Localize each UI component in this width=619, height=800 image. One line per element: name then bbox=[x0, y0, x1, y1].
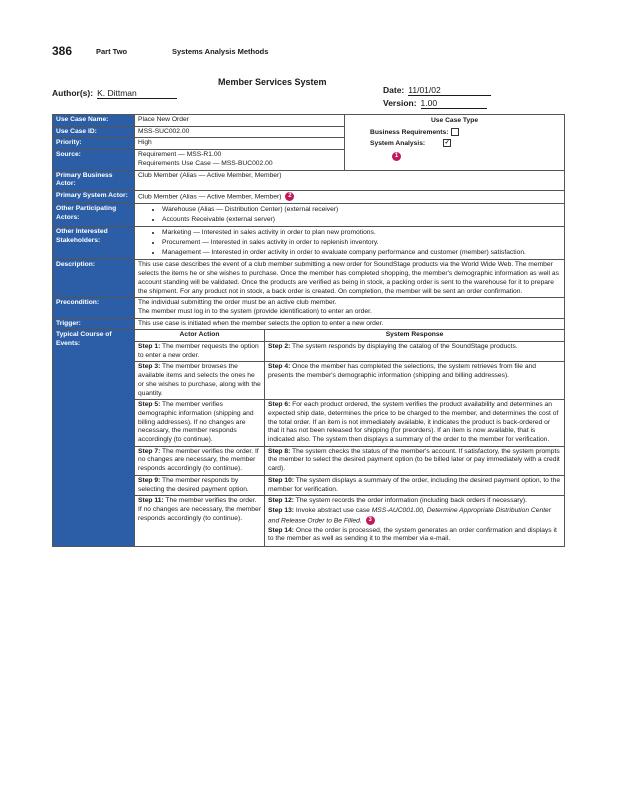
primary-system-actor-value: Club Member (Alias — Active Member, Member) bbox=[138, 193, 282, 201]
callout-marker-2: 2 bbox=[285, 192, 294, 201]
step-label: Step 2: bbox=[268, 343, 291, 351]
business-requirements-label: Business Requirements: bbox=[370, 128, 449, 136]
callout-marker-1: 1 bbox=[392, 152, 401, 161]
step-label: Step 11: bbox=[138, 497, 164, 505]
callout-marker-3: 3 bbox=[366, 516, 375, 525]
section-title: Systems Analysis Methods bbox=[172, 47, 269, 56]
author-line bbox=[52, 88, 177, 99]
other-participating-actors-label: Other Participating Actors: bbox=[53, 203, 135, 226]
other-stakeholders-label: Other Interested Stakeholders: bbox=[53, 227, 135, 260]
step-label: Step 4: bbox=[268, 363, 291, 371]
system-step-6 bbox=[265, 400, 565, 447]
system-step-8 bbox=[265, 446, 565, 475]
step-text: The member verifies the order. If no changes are necessary, the member responds accordingly (to continue). bbox=[138, 497, 261, 522]
system-steps-12-14 bbox=[265, 496, 565, 547]
step-text: The system displays a summary of the order, including the desired payment option, to the member for verification. bbox=[268, 476, 561, 493]
use-case-table bbox=[52, 114, 565, 547]
actor-step-3 bbox=[135, 362, 265, 400]
step-label: Step 9: bbox=[138, 476, 161, 484]
step-text: The member verifies demographic information (shipping and billing addresses). If no changes are necessary, the member responds accordingly (to continue). bbox=[138, 401, 254, 444]
list-item: • Procurement — Interested in sales activity in order to replenish inventory. bbox=[162, 239, 561, 248]
step-text: The member requests the option to enter a new order. bbox=[138, 343, 259, 359]
step-text: The system records the order information (including back orders if necessary). bbox=[294, 497, 527, 505]
source-value bbox=[135, 150, 345, 170]
precondition-value bbox=[135, 298, 565, 318]
actor-step-7 bbox=[135, 446, 265, 475]
version-label: Version: bbox=[383, 98, 417, 108]
date-line bbox=[383, 85, 491, 96]
business-requirements-option bbox=[370, 128, 561, 137]
precondition-line-2: The member must log in to the system (provide identification) to enter an order. bbox=[138, 307, 372, 315]
version-line bbox=[383, 98, 487, 109]
step-label: Step 12: bbox=[268, 497, 295, 505]
step-label: Step 13: bbox=[268, 506, 295, 514]
list-item: • Management — Interested in order activity in order to evaluate company performance and customer (member) satisfaction. bbox=[162, 249, 561, 258]
primary-system-actor-cell bbox=[135, 190, 565, 203]
date-value: 11/01/02 bbox=[408, 85, 490, 96]
step-text: Once the member has completed the selections, the system retrieves from file and presents the member's demographic information (shipping and billing addresses). bbox=[268, 363, 536, 380]
primary-business-actor-label: Primary Business Actor: bbox=[53, 170, 135, 190]
step-label: Step 7: bbox=[138, 447, 161, 455]
use-case-type-box bbox=[345, 115, 565, 171]
system-analysis-option bbox=[370, 139, 561, 148]
source-label: Source: bbox=[53, 150, 135, 170]
business-checkbox bbox=[451, 128, 459, 136]
list-item: • Warehouse (Alias — Distribution Center) (external receiver) bbox=[162, 206, 561, 215]
part-label: Part Two bbox=[96, 47, 128, 56]
step-text: Invoke abstract use case bbox=[294, 506, 372, 514]
step-text: For each product ordered, the system verifies the product availability and determines an expected ship date, determines the price to be charged to the member, and determines the cost of the total order. If an item is not immediately available, it indicates the product is back-ordered or that it has not been released for shipping (for preorders). If an item is now available, that is indicated also. The system then displays a summary of the order to the member for verification. bbox=[268, 401, 559, 444]
step-text: The system checks the status of the member's account. If satisfactory, the system prompts the member to select the desired payment option (to be billed later or pay immediately with a credit card). bbox=[268, 447, 560, 473]
version-value: 1.00 bbox=[421, 98, 488, 109]
use-case-id-value: MSS-SUC002.00 bbox=[135, 126, 345, 138]
actor-step-1 bbox=[135, 342, 265, 362]
step-text: Once the order is processed, the system generates an order confirmation and displays it to the member as well as sending it to the member via e-mail. bbox=[268, 526, 557, 543]
document-title: Member Services System bbox=[218, 77, 327, 87]
date-label: Date: bbox=[383, 85, 405, 95]
author-value: K. Dittman bbox=[97, 88, 177, 99]
use-case-name-label: Use Case Name: bbox=[53, 115, 135, 127]
actor-step-5 bbox=[135, 400, 265, 447]
step-text: The member browses the available items and selects the ones he or she wishes to purchase, along with the quantity. bbox=[138, 363, 261, 397]
priority-label: Priority: bbox=[53, 138, 135, 150]
step-text: The member verifies the order. If no changes are necessary, the member responds accordingly (to continue). bbox=[138, 447, 259, 473]
system-response-heading: System Response bbox=[265, 330, 565, 342]
actor-action-heading: Actor Action bbox=[135, 330, 265, 342]
author-label: Author(s): bbox=[52, 88, 94, 98]
trigger-label: Trigger: bbox=[53, 318, 135, 330]
use-case-name-value: Place New Order bbox=[135, 115, 345, 127]
system-step-14 bbox=[268, 527, 561, 544]
system-step-12 bbox=[268, 497, 561, 506]
description-value: This use case describes the event of a club member submitting a new order for SoundStage products via the World Wide Web. The member selects the items he or she wishes to purchase. Once the member has completed shopping, the member's demographic information as well as account standing will be validated. Once the products are verified as being in stock, a packing order is sent to the warehouse for it to prepare the shipment. For any product not in stock, a back order is created. On completion, the member will be sent an order confirmation. bbox=[135, 260, 565, 298]
step-text: The system responds by displaying the catalog of the SoundStage products. bbox=[290, 343, 518, 351]
priority-value: High bbox=[135, 138, 345, 150]
precondition-label: Precondition: bbox=[53, 298, 135, 318]
system-step-10 bbox=[265, 475, 565, 495]
step-label: Step 8: bbox=[268, 447, 291, 455]
trigger-value: This use case is initiated when the member selects the option to enter a new order. bbox=[135, 318, 565, 330]
system-step-13 bbox=[268, 507, 561, 526]
typical-course-label: Typical Course of Events: bbox=[53, 330, 135, 547]
use-case-id-label: Use Case ID: bbox=[53, 126, 135, 138]
list-item: • Marketing — Interested in sales activity in order to plan new promotions. bbox=[162, 229, 561, 238]
abstract-use-case-reference: MSS-AUC001.00, Determine Appropriate Distribution Center and Release Order to Be Filled. bbox=[268, 506, 551, 524]
actor-step-9 bbox=[135, 475, 265, 495]
source-value-2: Requirements Use Case — MSS-BUC002.00 bbox=[138, 159, 273, 167]
step-label: Step 3: bbox=[138, 363, 161, 371]
step-label: Step 14: bbox=[268, 526, 295, 534]
actor-step-11 bbox=[135, 496, 265, 547]
other-stakeholders-value bbox=[135, 227, 565, 260]
step-label: Step 10: bbox=[268, 476, 295, 484]
precondition-line-1: The individual submitting the order must be an active club member. bbox=[138, 299, 337, 307]
step-label: Step 1: bbox=[138, 343, 161, 351]
page-number: 386 bbox=[52, 44, 73, 58]
primary-business-actor-value: Club Member (Alias — Active Member, Member) bbox=[135, 170, 565, 190]
system-checkbox: ✓ bbox=[444, 140, 450, 147]
system-analysis-label: System Analysis: bbox=[370, 139, 426, 147]
use-case-type-heading: Use Case Type bbox=[430, 117, 479, 124]
list-item: • Accounts Receivable (external server) bbox=[162, 216, 561, 225]
source-value-1: Requirement — MSS-R1.00 bbox=[138, 151, 222, 159]
description-label: Description: bbox=[53, 260, 135, 298]
step-text: The member responds by selecting the desired payment option. bbox=[138, 476, 249, 493]
step-label: Step 5: bbox=[138, 401, 161, 409]
system-step-2 bbox=[265, 342, 565, 362]
primary-system-actor-label: Primary System Actor: bbox=[53, 190, 135, 203]
step-label: Step 6: bbox=[268, 401, 291, 409]
other-participating-actors-value bbox=[135, 203, 565, 226]
system-step-4 bbox=[265, 362, 565, 400]
